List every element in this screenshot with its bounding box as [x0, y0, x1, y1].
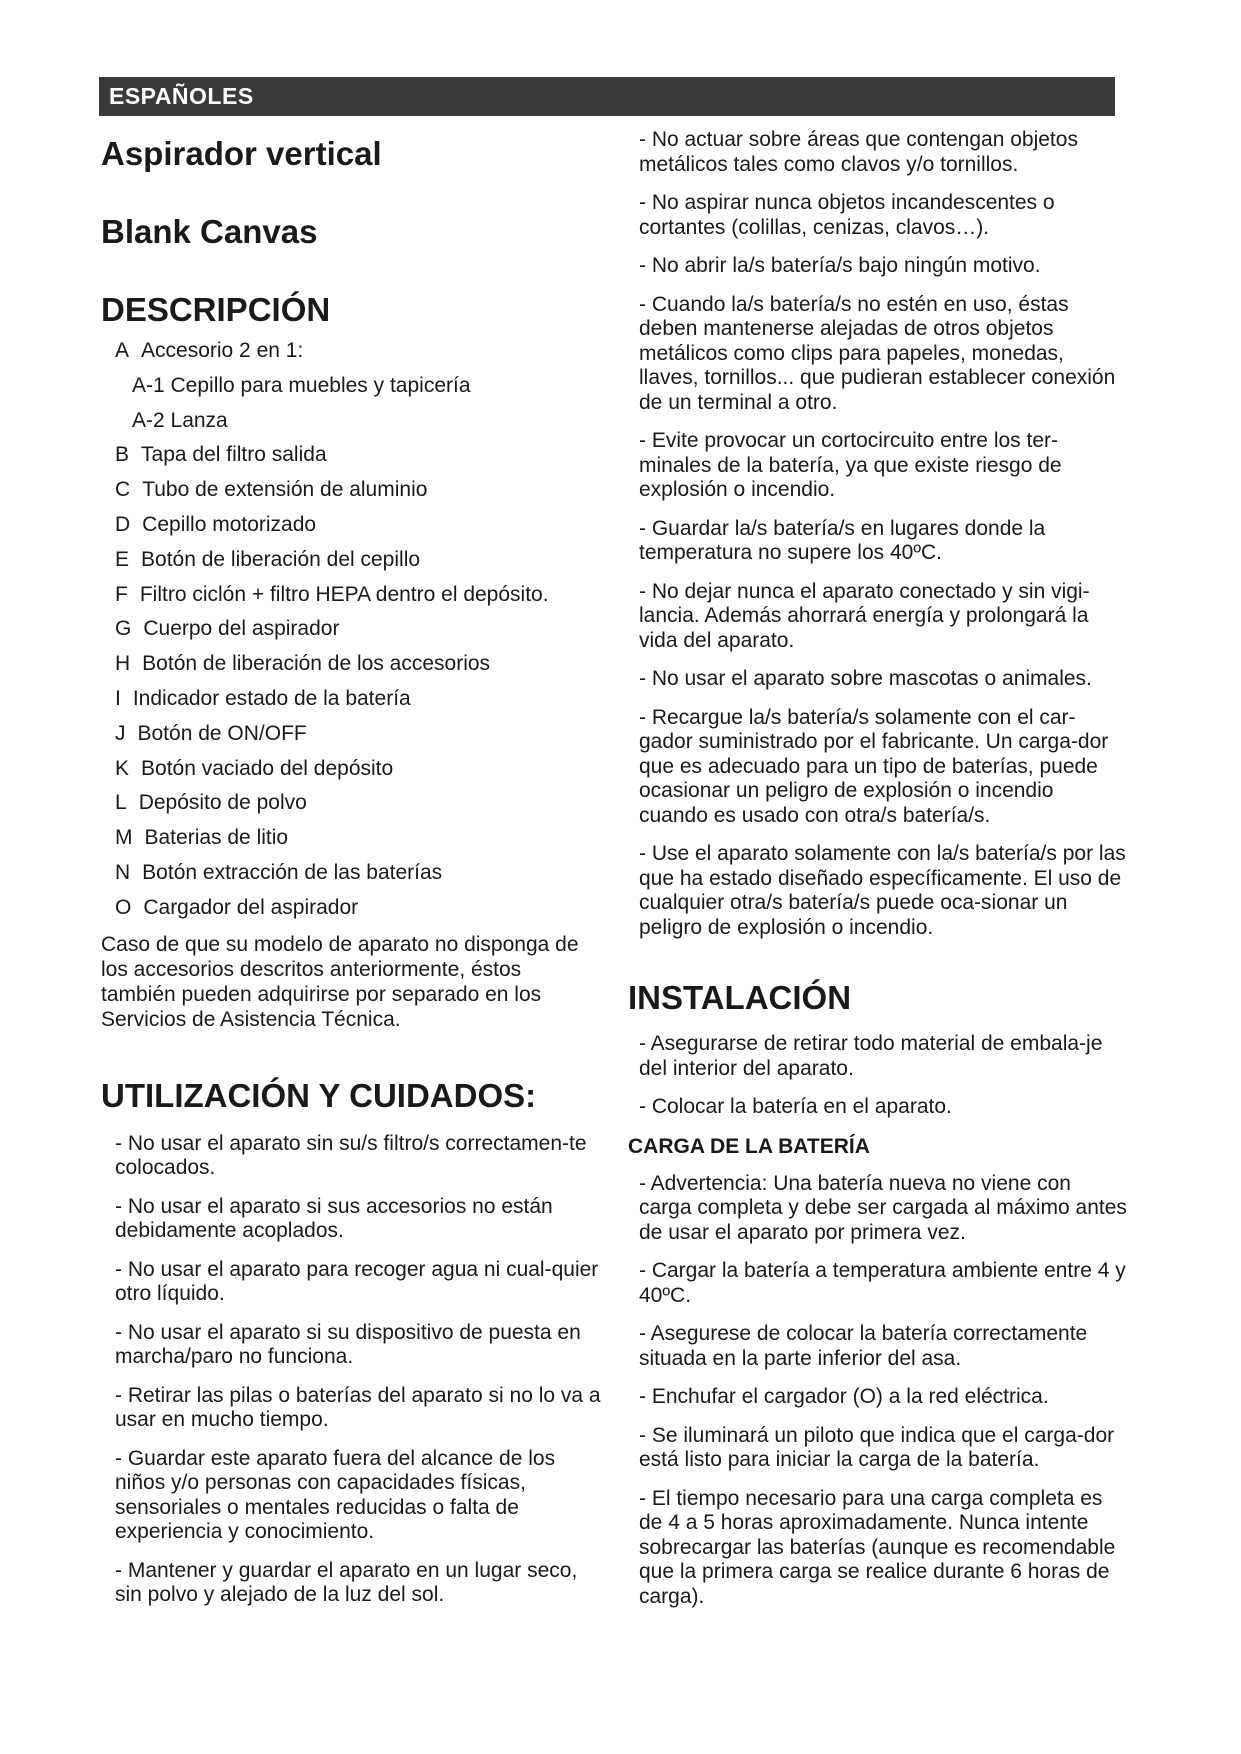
- description-item: [101, 578, 601, 613]
- install-list: [628, 1032, 1128, 1120]
- description-item: [101, 891, 601, 926]
- description-item-text: Botón extracción de las baterías: [142, 860, 443, 884]
- list-item: - Recargue la/s batería/s solamente con el car-gador suministrado por el fabricante. Un carga-dor que es adecuado para un tipo de baterías, puede ocasionar un peligro de explosión o incendio cuando es usado con otra/s batería/s.: [639, 705, 1109, 827]
- description-item-letter: E: [115, 547, 130, 571]
- description-item: [101, 404, 601, 439]
- description-item-letter: O: [115, 895, 132, 919]
- description-item-text: Baterias de litio: [144, 826, 289, 850]
- list-item: - Asegurarse de retirar todo material de embala-je del interior del aparato.: [639, 1032, 1103, 1080]
- description-item: [101, 856, 601, 891]
- list-item: - Use el aparato solamente con la/s batería/s por las que ha estado diseñado específicamente. El uso de cualquier otra/s batería/s puede oca-sionar un peligro de explosión o incendio.: [639, 842, 1126, 939]
- list-item: - No usar el aparato si su dispositivo de puesta en marcha/paro no funciona.: [115, 1320, 581, 1369]
- list-item: - Mantener y guardar el aparato en un lugar seco, sin polvo y alejado de la luz del sol.: [115, 1558, 578, 1607]
- description-item-letter: K: [115, 756, 130, 780]
- description-item-letter: C: [115, 478, 131, 502]
- list-item: - Cargar la batería a temperatura ambiente entre 4 y 40ºC.: [639, 1259, 1126, 1307]
- charge-heading: CARGA DE LA BATERÍA: [628, 1134, 870, 1158]
- description-item-letter: F: [115, 582, 128, 606]
- usage-heading: UTILIZACIÓN Y CUIDADOS:: [101, 1076, 537, 1114]
- list-item: - No aspirar nunca objetos incandescentes o cortantes (colillas, cenizas, clavos…).: [639, 191, 1055, 239]
- list-item: - Colocar la batería en el aparato.: [639, 1095, 952, 1118]
- list-item: - No usar el aparato sin su/s filtro/s correctamen-te colocados.: [115, 1131, 587, 1180]
- description-item-text: Botón de liberación del cepillo: [141, 547, 421, 571]
- list-item: - Se iluminará un piloto que indica que el carga-dor está listo para iniciar la carga de la batería.: [639, 1423, 1115, 1471]
- language-label: ESPAÑOLES: [109, 83, 254, 109]
- description-item: [101, 543, 601, 578]
- description-item-letter: B: [115, 443, 130, 467]
- list-item: - Retirar las pilas o baterías del aparato si no lo va a usar en mucho tiempo.: [115, 1383, 601, 1432]
- description-item-letter: J: [115, 721, 126, 745]
- description-item-text: Tapa del filtro salida: [141, 443, 327, 467]
- description-item-letter: N: [115, 860, 131, 884]
- list-item: - No usar el aparato sobre mascotas o animales.: [639, 667, 1092, 690]
- list-item: - No usar el aparato para recoger agua ni cual-quier otro líquido.: [115, 1257, 599, 1306]
- product-title: Aspirador vertical: [101, 135, 382, 172]
- usage-list: [101, 1132, 601, 1608]
- description-item: [101, 369, 601, 404]
- list-item: - No usar el aparato si sus accesorios no están debidamente acoplados.: [115, 1194, 553, 1243]
- description-item: [101, 682, 601, 717]
- description-item-letter: G: [115, 617, 132, 641]
- description-item-text: Cepillo motorizado: [142, 512, 317, 536]
- description-item: [101, 786, 601, 821]
- description-item-letter: H: [115, 652, 131, 676]
- description-item: [101, 612, 601, 647]
- description-item-text: Botón vaciado del depósito: [141, 756, 394, 780]
- install-heading: INSTALACIÓN: [628, 979, 852, 1016]
- description-list: [101, 334, 601, 926]
- list-item: - Guardar este aparato fuera del alcance de los niños y/o personas con capacidades físicas, sensoriales o mentales reducidas o falta de experiencia y conocimiento.: [115, 1446, 556, 1544]
- list-item: - Guardar la/s batería/s en lugares donde la temperatura no supere los 40ºC.: [639, 516, 1046, 564]
- description-item-text: Cargador del aspirador: [143, 895, 359, 919]
- description-item: [101, 508, 601, 543]
- description-item: [101, 647, 601, 682]
- description-item: [101, 717, 601, 752]
- description-item: [101, 821, 601, 856]
- description-item-text: Accesorio 2 en 1:: [141, 339, 304, 362]
- description-item-text: Cuerpo del aspirador: [143, 617, 340, 641]
- list-item: - No dejar nunca el aparato conectado y sin vigi-lancia. Además ahorrará energía y prolongará la vida del aparato.: [639, 579, 1090, 652]
- description-item-text: Depósito de polvo: [138, 791, 307, 815]
- left-column: [101, 128, 601, 1622]
- description-item-letter: I: [115, 686, 121, 710]
- usage-list-continued: [628, 128, 1128, 940]
- list-item: - Enchufar el cargador (O) a la red eléctrica.: [639, 1385, 1049, 1408]
- description-item-letter: A: [115, 339, 130, 362]
- right-column: [628, 128, 1128, 1623]
- list-item: - Evite provocar un cortocircuito entre los ter-minales de la batería, ya que existe riesgo de explosión o incendio.: [639, 429, 1062, 501]
- description-item-letter: M: [115, 826, 133, 850]
- list-item: - El tiempo necesario para una carga completa es de 4 a 5 horas aproximadamente. Nunca intente sobrecargar las baterías (aunque es recomendable que la primera carga se realice durante 6 horas de carga).: [639, 1486, 1116, 1608]
- language-header-bar: [99, 77, 1115, 116]
- description-item: [101, 473, 601, 508]
- list-item: - Asegurese de colocar la batería correctamente situada en la parte inferior del asa.: [639, 1322, 1088, 1370]
- description-item-text: Botón de ON/OFF: [137, 721, 307, 745]
- description-item-text: Botón de liberación de los accesorios: [142, 652, 491, 676]
- product-brand: Blank Canvas: [101, 213, 318, 250]
- description-item-letter: L: [115, 791, 127, 815]
- description-item: [101, 334, 601, 369]
- list-item: - No abrir la/s batería/s bajo ningún motivo.: [639, 254, 1041, 277]
- description-item-letter: D: [115, 512, 131, 536]
- description-item: [101, 752, 601, 787]
- description-item: [101, 438, 601, 473]
- description-item-text: A-1 Cepillo para muebles y tapicería: [132, 373, 471, 397]
- list-item: - Cuando la/s batería/s no estén en uso, éstas deben mantenerse alejadas de otros objetos metálicos como clips para papeles, monedas, llaves, tornillos... que pudieran establecer conexión de un terminal a otro.: [639, 292, 1116, 414]
- description-heading: DESCRIPCIÓN: [101, 291, 331, 328]
- description-item-text: Filtro ciclón + filtro HEPA dentro el depósito.: [139, 582, 549, 606]
- description-item-text: Indicador estado de la batería: [132, 686, 411, 710]
- description-item-text: Tubo de extensión de aluminio: [142, 478, 428, 502]
- description-note: Caso de que su modelo de aparato no disponga de los accesorios descritos anteriormente, éstos también pueden adquirirse por separado en los Servicios de Asistencia Técnica.: [101, 932, 579, 1031]
- list-item: - Advertencia: Una batería nueva no viene con carga completa y debe ser cargada al máximo antes de usar el aparato por primera vez.: [639, 1171, 1127, 1244]
- list-item: - No actuar sobre áreas que contengan objetos metálicos tales como clavos y/o tornillos.: [639, 128, 1078, 176]
- description-item-text: A-2 Lanza: [132, 408, 228, 432]
- charge-list: [628, 1172, 1128, 1610]
